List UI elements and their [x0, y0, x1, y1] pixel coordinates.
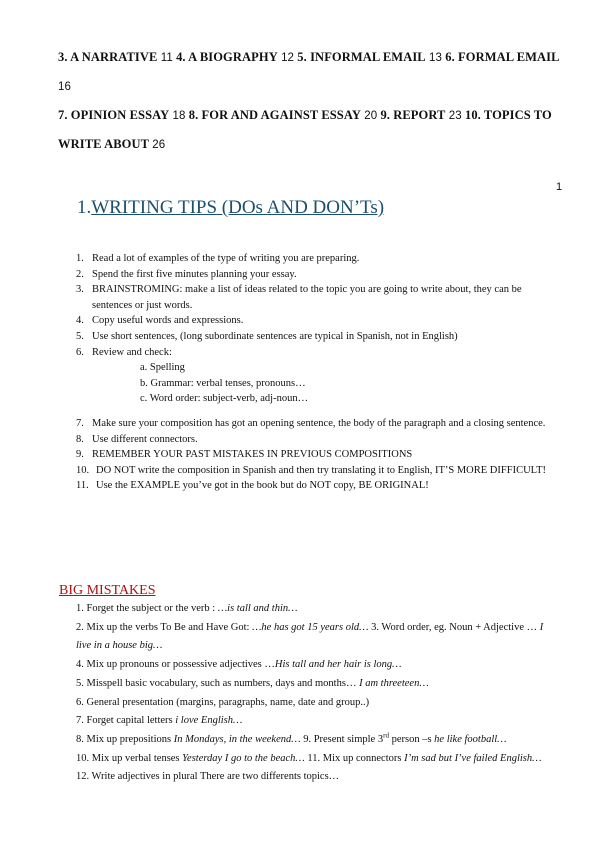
- review-checklist: [92, 360, 556, 407]
- toc-entry[interactable]: 7. OPINION ESSAY 18: [58, 108, 186, 122]
- writing-tips-list: [76, 251, 556, 494]
- mistake-paragraph: 6. General presentation (margins, paragraphs, name, date and group..): [76, 696, 370, 708]
- toc-line: [58, 130, 570, 159]
- list-item: 2. Spend the first five minutes planning your essay.: [76, 268, 297, 280]
- mistake-paragraph: 5. Misspell basic vocabulary, such as numbers, days and months… I am threeteen…: [76, 677, 429, 689]
- list-item: 10. DO NOT write the composition in Spanish and then try translating it to English, IT’S MORE DIFFICULT!: [76, 464, 547, 476]
- list-item: 9. REMEMBER YOUR PAST MISTAKES IN PREVIOUS COMPOSITIONS: [76, 449, 413, 461]
- toc-entry[interactable]: WRITE ABOUT 26: [58, 137, 166, 151]
- page-title: 1.WRITING TIPS (DOs AND DON’Ts): [77, 197, 385, 218]
- toc-entry[interactable]: 5. INFORMAL EMAIL 13: [297, 50, 442, 64]
- toc-entry[interactable]: 9. REPORT 23: [380, 108, 462, 122]
- list-item: 5. Use short sentences, (long subordinate sentences are typical in Spanish, not in English): [76, 330, 458, 342]
- toc-entry[interactable]: 3. A NARRATIVE 11: [58, 50, 173, 64]
- list-item: c. Word order: subject-verb, adj-noun…: [140, 393, 309, 405]
- list-item: 4. Copy useful words and expressions.: [76, 315, 244, 327]
- mistake-paragraph: 2. Mix up the verbs To Be and Have Got: …he has got 15 years old… 3. Word order, eg. Noun + Adjective … I live in a house big…: [76, 621, 544, 652]
- list-spacer: [76, 407, 556, 416]
- mistake-paragraph: 10. Mix up verbal tenses Yesterday I go to the beach… 11. Mix up connectors I’m sad but I’ve failed English… 12. Write adjectives in plural There are two differents topics…: [76, 752, 542, 783]
- list-item: 3. BRAINSTROMING: make a list of ideas related to the topic you are going to write about, they can be sentences or just words.: [76, 284, 522, 311]
- list-item: 6. Review and check: a. Spelling b. Grammar: verbal tenses, pronouns… c. Word order: subject-verb, adj-noun…: [76, 345, 556, 407]
- mistake-paragraph: 7. Forget capital letters i love English…: [76, 715, 243, 727]
- list-item: 8. Use different connectors.: [76, 433, 198, 445]
- mistake-paragraph: 8. Mix up prepositions In Mondays, in the weekend… 9. Present simple 3rd person –s he like football…: [76, 731, 507, 745]
- table-of-contents: [58, 43, 570, 159]
- mistake-paragraph: 1. Forget the subject or the verb : …is tall and thin…: [76, 603, 298, 614]
- toc-entry[interactable]: 8. FOR AND AGAINST ESSAY 20: [188, 108, 378, 122]
- toc-entry[interactable]: 4. A BIOGRAPHY 12: [176, 50, 295, 64]
- toc-entry[interactable]: 6. FORMAL EMAIL 16: [58, 50, 560, 93]
- big-mistakes-list: [76, 600, 556, 787]
- page-number: 1: [556, 181, 563, 193]
- toc-entry[interactable]: 10. TOPICS TO: [464, 108, 552, 122]
- toc-line: [58, 43, 570, 101]
- list-item: b. Grammar: verbal tenses, pronouns…: [140, 377, 306, 389]
- list-item: 1. Read a lot of examples of the type of writing you are preparing.: [76, 253, 360, 264]
- list-item: 11. Use the EXAMPLE you’ve got in the book but do NOT copy, BE ORIGINAL!: [76, 480, 429, 492]
- list-item: 7. Make sure your composition has got an opening sentence, the body of the paragraph and a closing sentence.: [76, 417, 546, 429]
- list-item: a. Spelling: [140, 362, 185, 374]
- toc-line: [58, 101, 570, 130]
- mistake-paragraph: 4. Mix up pronouns or possessive adjectives …His tall and her hair is long…: [76, 659, 402, 671]
- big-mistakes-heading: BIG MISTAKES: [59, 583, 156, 598]
